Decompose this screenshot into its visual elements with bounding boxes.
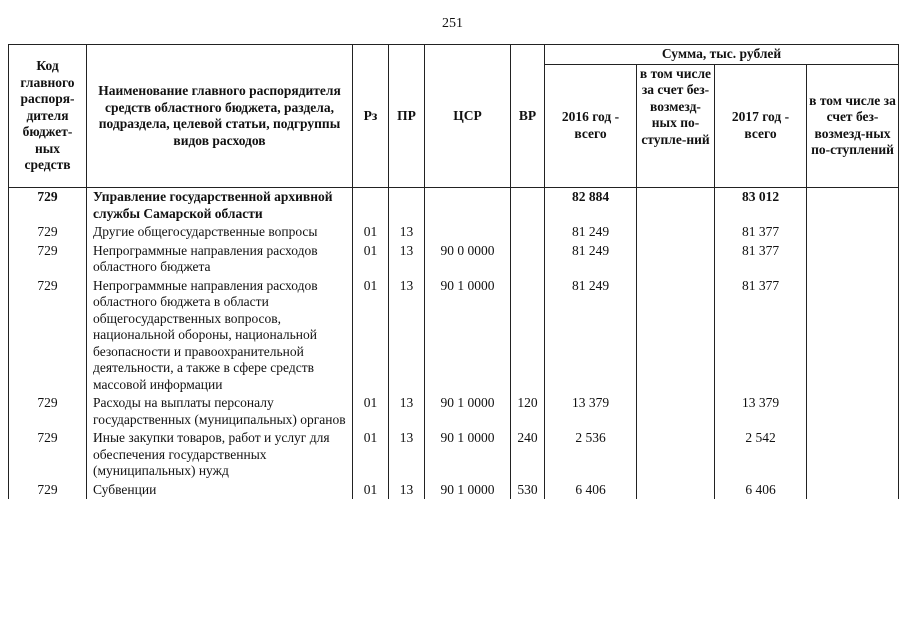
cell-pr: 13 [389,394,425,429]
cell-csr [425,223,511,242]
cell-bez-2016 [637,394,715,429]
cell-bez-2016 [637,188,715,224]
cell-name: Непрограммные направления расходов областного бюджета [87,242,353,277]
cell-sum-2017: 6 406 [715,481,807,500]
cell-csr: 90 1 0000 [425,481,511,500]
cell-name: Иные закупки товаров, работ и услуг для обеспечения государственных (муниципальных) нужд [87,429,353,481]
cell-vr: 530 [511,481,545,500]
cell-name: Другие общегосударственные вопросы [87,223,353,242]
cell-pr: 13 [389,223,425,242]
header-sum-group [545,45,899,65]
cell-kod: 729 [9,429,87,481]
cell-pr: 13 [389,242,425,277]
cell-sum-2016: 13 379 [545,394,637,429]
header-sum-2016: 2016 год - всего [545,64,637,188]
cell-rz [353,188,389,224]
cell-vr [511,242,545,277]
cell-rz: 01 [353,242,389,277]
cell-bez-2017 [807,394,899,429]
header-csr: ЦСР [425,45,511,188]
header-pr: ПР [389,45,425,188]
cell-sum-2016: 81 249 [545,223,637,242]
table-body [9,188,899,500]
cell-pr: 13 [389,277,425,395]
cell-bez-2017 [807,188,899,224]
cell-sum-2016: 81 249 [545,277,637,395]
cell-pr [389,188,425,224]
cell-sum-2016: 81 249 [545,242,637,277]
cell-name: Непрограммные направления расходов областного бюджета в области общегосударственных вопросов, национальной обороны, национальной безопасности и правоохранительной деятельности, а также в сфере средств массовой информации [87,277,353,395]
cell-sum-2016: 6 406 [545,481,637,500]
cell-sum-2017: 83 012 [715,188,807,224]
cell-bez-2016 [637,429,715,481]
cell-kod: 729 [9,277,87,395]
cell-vr: 120 [511,394,545,429]
cell-kod: 729 [9,481,87,500]
cell-bez-2017 [807,429,899,481]
cell-vr: 240 [511,429,545,481]
cell-sum-2017: 13 379 [715,394,807,429]
cell-sum-2016: 82 884 [545,188,637,224]
table-row [9,188,899,224]
header-vr: ВР [511,45,545,188]
cell-rz: 01 [353,277,389,395]
cell-bez-2017 [807,481,899,500]
cell-kod: 729 [9,188,87,224]
cell-kod: 729 [9,394,87,429]
budget-table [8,44,899,499]
cell-bez-2016 [637,481,715,500]
cell-pr: 13 [389,429,425,481]
page-number: 251 [442,16,463,31]
cell-bez-2017 [807,242,899,277]
cell-sum-2017: 2 542 [715,429,807,481]
cell-sum-2017: 81 377 [715,223,807,242]
cell-kod: 729 [9,223,87,242]
table-row [9,277,899,395]
cell-rz: 01 [353,223,389,242]
cell-sum-2016: 2 536 [545,429,637,481]
cell-bez-2017 [807,277,899,395]
cell-csr: 90 1 0000 [425,429,511,481]
header-sum-group-label: Сумма, тыс. рублей [661,46,782,61]
header-name: Наименование главного распорядителя средств областного бюджета, раздела, подраздела, целевой статьи, подгруппы видов расходов [87,45,353,188]
cell-csr [425,188,511,224]
table-row [9,223,899,242]
table-header [9,45,899,188]
cell-name: Субвенции [87,481,353,500]
header-kod: Код главного распоря-дителя бюджет-ных средств [9,45,87,188]
cell-csr: 90 1 0000 [425,394,511,429]
header-rz: Рз [353,45,389,188]
cell-name: Управление государственной архивной службы Самарской области [87,188,353,224]
cell-vr [511,223,545,242]
header-bez-2017: в том числе за счет без-возмезд-ных по-ступлений [807,64,899,188]
cell-pr: 13 [389,481,425,500]
cell-csr: 90 0 0000 [425,242,511,277]
table-row [9,394,899,429]
cell-vr [511,188,545,224]
cell-csr: 90 1 0000 [425,277,511,395]
cell-name: Расходы на выплаты персоналу государственных (муниципальных) органов [87,394,353,429]
header-bez-2016: в том числе за счет без-возмезд-ных по-ступле-ний [637,64,715,188]
cell-bez-2016 [637,277,715,395]
cell-bez-2016 [637,223,715,242]
table-row [9,429,899,481]
cell-sum-2017: 81 377 [715,242,807,277]
cell-bez-2016 [637,242,715,277]
cell-rz: 01 [353,394,389,429]
table-row [9,481,899,500]
cell-sum-2017: 81 377 [715,277,807,395]
table-row [9,242,899,277]
header-sum-2017: 2017 год - всего [715,64,807,188]
cell-bez-2017 [807,223,899,242]
cell-kod: 729 [9,242,87,277]
cell-rz: 01 [353,429,389,481]
cell-vr [511,277,545,395]
cell-rz: 01 [353,481,389,500]
